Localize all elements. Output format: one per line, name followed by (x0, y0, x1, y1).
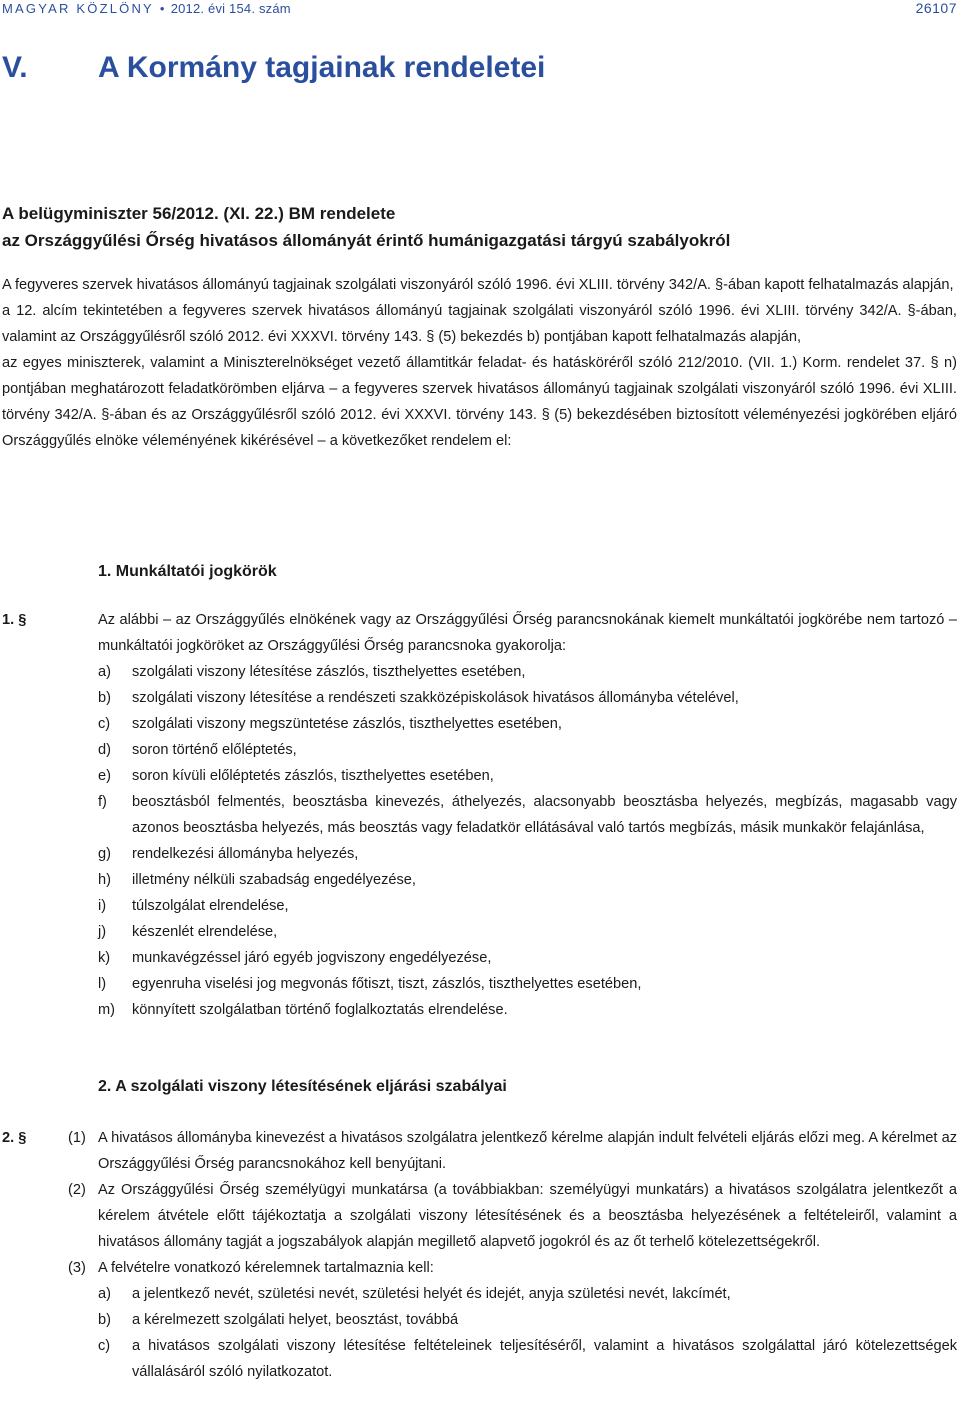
journal-name: MAGYAR KÖZLÖNY (2, 0, 154, 16)
list-item-text: szolgálati viszony megszüntetése zászlós, tiszthelyettes esetében, (132, 716, 562, 732)
list-item (98, 763, 957, 789)
list-item (98, 919, 957, 945)
list-item-mark: c) (98, 716, 111, 732)
list-item-mark: b) (98, 1312, 111, 1328)
preamble (2, 272, 957, 454)
preamble-paragraph-3: az egyes miniszterek, valamint a Miniszterelnökséget vezető államtitkár feladat- és hatásköréről szóló 212/2010. (VII. 1.) Korm. rendelet 37. § n) pontjában meghatározott feladatkörömben eljárva – a fegyveres szervek hivatásos állományú tagjainak szolgálati viszonyáról szóló 1996. évi XLIII. törvény 342/A. §-ában és az Országgyűlésről szóló 2012. évi XXXVI. törvény 143. § (5) bekezdésében biztosított véleményezési jogkörében eljáró Országgyűlés elnöke véleményének kikérésével – a következőket rendelem el: (2, 355, 957, 449)
list-item (98, 685, 957, 711)
paragraph-1 (68, 1125, 957, 1177)
section-heading-1: 1. Munkáltatói jogkörök (98, 563, 277, 580)
decree-title-line-1: A belügyminiszter 56/2012. (XI. 22.) BM rendelete (2, 204, 396, 223)
preamble-paragraph-1: A fegyveres szervek hivatásos állományú tagjainak szolgálati viszonyáról szóló 1996. évi XLIII. törvény 342/A. §-ában kapott felhatalmazás alapján, (2, 277, 954, 293)
list-item-text: szolgálati viszony létesítése zászlós, tiszthelyettes esetében, (132, 664, 526, 680)
list-item (98, 711, 957, 737)
list-item (98, 659, 957, 685)
list-item-mark: m) (98, 1002, 116, 1018)
list-item (98, 1307, 957, 1333)
list-item-mark: i) (98, 898, 107, 914)
section-heading-2: 2. A szolgálati viszony létesítésének eljárási szabályai (98, 1078, 507, 1095)
chapter-heading (2, 48, 942, 88)
list-item-text: munkavégzéssel járó egyéb jogviszony engedélyezése, (132, 950, 492, 966)
list-item (98, 893, 957, 919)
list-item-mark: a) (98, 1286, 111, 1302)
paragraph-3-list (98, 1281, 957, 1385)
preamble-paragraph-2: a 12. alcím tekintetében a fegyveres szervek hivatásos állományú tagjainak szolgálati viszonyáról szóló 1996. évi XLIII. törvény 342/A. §-ában, valamint az Országgyűlésről szóló 2012. évi XXXVI. törvény 143. § (5) bekezdés b) pontjában kapott felhatalmazás alapján, (2, 303, 957, 345)
list-item-mark: b) (98, 690, 111, 706)
list-item-mark: c) (98, 1338, 111, 1354)
list-item-text: rendelkezési állományba helyezés, (132, 846, 359, 862)
list-item (98, 867, 957, 893)
page-number: 26107 (915, 0, 957, 16)
section-2 (2, 1125, 957, 1385)
list-item-text: egyenruha viselési jog megvonás főtiszt, tiszt, zászlós, tiszthelyettes esetében, (132, 976, 642, 992)
list-item-text: szolgálati viszony létesítése a rendészeti szakközépiskolások hivatásos állományba vételével, (132, 690, 739, 706)
list-item-mark: d) (98, 742, 111, 758)
chapter-title: A Kormány tagjainak rendeletei (98, 51, 546, 84)
list-item-text: soron történő előléptetés, (132, 742, 297, 758)
decree-title-line-2: az Országgyűlési Őrség hivatásos állományát érintő humánigazgatási tárgyú szabályokról (2, 231, 731, 250)
list-item (98, 997, 957, 1023)
running-header (2, 0, 957, 16)
section-1-number: 1. § (2, 612, 27, 628)
section-1-intro: Az alábbi – az Országgyűlés elnökének vagy az Országgyűlési Őrség parancsnokának kiemelt munkáltatói jogkörébe nem tartozó – munkáltatói jogköröket az Országgyűlési Őrség parancsnoka gyakorolja: (98, 612, 957, 654)
list-item-text: soron kívüli előléptetés zászlós, tiszthelyettes esetében, (132, 768, 494, 784)
paragraph-text: Az Országgyűlési Őrség személyügyi munkatársa (a továbbiakban: személyügyi munkatárs) a hivatásos szolgálatra jelentkezőt a kérelem átvétele előtt tájékoztatja a szolgálati viszony létesítésének és a beosztásba helyezésének a feltételeiről, valamint a hivatásos állomány tagját a jogszabályok alapján megillető alapvető jogokról és az őt terhelő kötelezettségekről. (98, 1182, 957, 1250)
section-1 (2, 607, 957, 1023)
list-item (98, 789, 957, 841)
list-item (98, 971, 957, 997)
list-item-mark: k) (98, 950, 111, 966)
paragraph-number: (1) (68, 1130, 86, 1146)
list-item-text: könnyített szolgálatban történő foglalkoztatás elrendelése. (132, 1002, 508, 1018)
issue-label: 2012. évi 154. szám (170, 0, 291, 16)
decree-title (2, 200, 957, 254)
list-item-mark: h) (98, 872, 111, 888)
paragraph-2 (68, 1177, 957, 1255)
list-item-text: beosztásból felmentés, beosztásba kinevezés, áthelyezés, alacsonyabb beosztásba helyezés, megbízás, magasabb vagy azonos beosztásba helyezés, más beosztás vagy feladatkör ellátásával való tartós megbízás, másik munkakör felajánlása, (132, 794, 957, 836)
list-item (98, 737, 957, 763)
list-item-text: a hivatásos szolgálati viszony létesítése feltételeinek teljesítéséről, valamint a hivatásos szolgálattal járó kötelezettségek vállalásáról szóló nyilatkozatot. (132, 1338, 957, 1380)
list-item-mark: f) (98, 794, 107, 810)
paragraph-3 (68, 1255, 957, 1385)
header-left (2, 1, 291, 16)
section-1-list (98, 659, 957, 1023)
list-item (98, 1333, 957, 1385)
bullet-icon: • (159, 0, 165, 16)
paragraph-number: (3) (68, 1260, 86, 1276)
list-item-mark: g) (98, 846, 111, 862)
list-item-text: készenlét elrendelése, (132, 924, 278, 940)
paragraph-text: A felvételre vonatkozó kérelemnek tartalmaznia kell: (98, 1260, 434, 1276)
list-item-mark: j) (98, 924, 107, 940)
list-item-text: túlszolgálat elrendelése, (132, 898, 289, 914)
list-item (98, 1281, 957, 1307)
section-2-number: 2. § (2, 1130, 27, 1146)
list-item-text: illetmény nélküli szabadság engedélyezése, (132, 872, 416, 888)
paragraph-number: (2) (68, 1182, 86, 1198)
list-item-text: a kérelmezett szolgálati helyet, beosztást, továbbá (132, 1312, 459, 1328)
chapter-number: V. (2, 51, 28, 84)
list-item-mark: l) (98, 976, 107, 992)
list-item (98, 841, 957, 867)
list-item-mark: a) (98, 664, 111, 680)
list-item-text: a jelentkező nevét, születési nevét, születési helyét és idejét, anyja születési nevét, lakcímét, (132, 1286, 731, 1302)
paragraph-text: A hivatásos állományba kinevezést a hivatásos szolgálatra jelentkező kérelme alapján indult felvételi eljárás előzi meg. A kérelmet az Országgyűlési Őrség parancsnokához kell benyújtani. (98, 1130, 957, 1172)
list-item (98, 945, 957, 971)
list-item-mark: e) (98, 768, 111, 784)
